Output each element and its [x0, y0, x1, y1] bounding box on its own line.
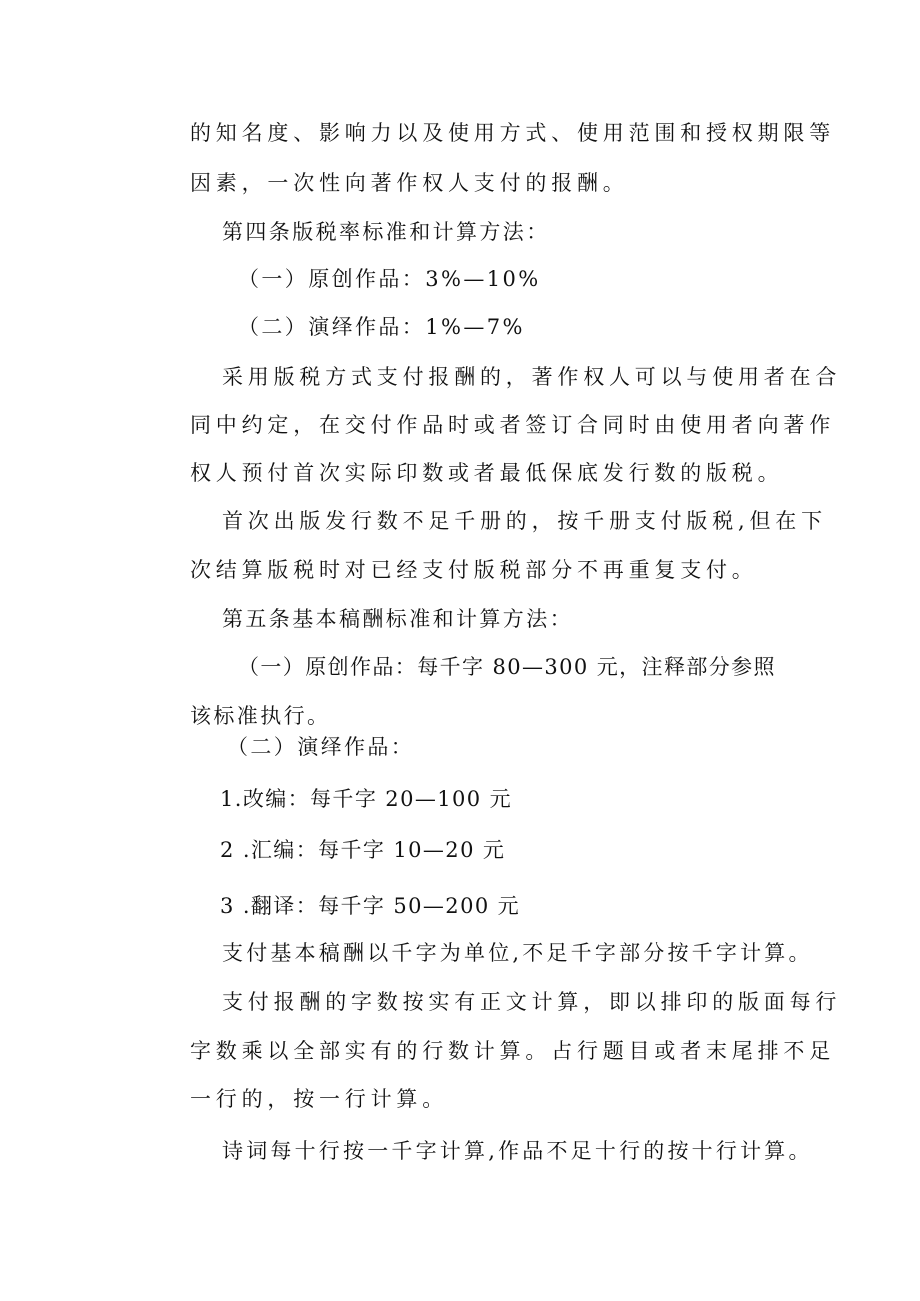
section-heading: 第五条基本稿酬标准和计算方法： — [222, 607, 573, 631]
paragraph-line: 次结算版税时对已经支付版税部分不再重复支付。 — [190, 558, 758, 582]
paragraph-line: 支付报酬的字数按实有正文计算，即以排印的版面每行 — [222, 990, 842, 1014]
list-item: （二）演绎作品： — [227, 735, 415, 759]
paragraph-line: 一行的，按一行计算。 — [190, 1087, 448, 1111]
paragraph-line: 首次出版发行数不足千册的，按千册支付版税,但在下 — [222, 509, 827, 533]
paragraph-line: 支付基本稿酬以千字为单位,不足千字部分按千字计算。 — [222, 941, 813, 965]
list-item: （一）原创作品：每千字 80—300 元，注释部分参照 — [238, 655, 776, 679]
list-item: 1.改编：每千字 20—100 元 — [220, 787, 512, 811]
paragraph-line: 同中约定，在交付作品时或者签订合同时由使用者向著作 — [190, 413, 835, 437]
paragraph-line: 权人预付首次实际印数或者最低保底发行数的版税。 — [190, 461, 784, 485]
paragraph-line: 诗词每十行按一千字计算,作品不足十行的按十行计算。 — [222, 1139, 813, 1163]
paragraph-line: 该标准执行。 — [190, 704, 331, 728]
list-item: 3 .翻译：每千字 50—200 元 — [220, 894, 521, 918]
list-item: （二）演绎作品：1%—7% — [238, 315, 525, 339]
paragraph-line: 字数乘以全部实有的行数计算。占行题目或者末尾排不足 — [190, 1039, 835, 1063]
paragraph-line: 的知名度、影响力以及使用方式、使用范围和授权期限等 — [190, 121, 835, 145]
list-item: 2 .汇编：每千字 10—20 元 — [220, 838, 506, 862]
paragraph-line: 因素，一次性向著作权人支付的报酬。 — [190, 171, 629, 195]
list-item: （一）原创作品：3%—10% — [238, 267, 541, 291]
paragraph-line: 采用版税方式支付报酬的，著作权人可以与使用者在合 — [222, 365, 842, 389]
section-heading: 第四条版税率标准和计算方法： — [222, 220, 550, 244]
